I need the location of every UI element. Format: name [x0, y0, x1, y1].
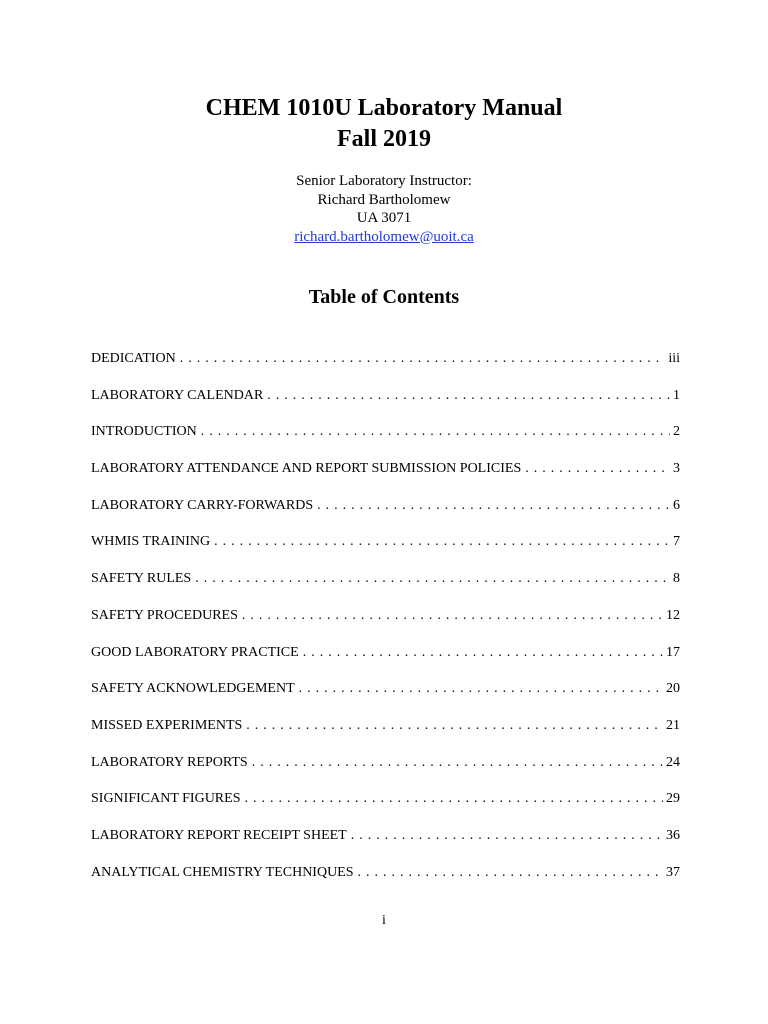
toc-entry-label: SIGNIFICANT FIGURES: [91, 791, 241, 807]
dot-leader: [195, 569, 670, 589]
toc-entry-label: MISSED EXPERIMENTS: [91, 717, 243, 733]
toc-entry-label: SAFETY ACKNOWLEDGEMENT: [91, 681, 295, 697]
toc-entry[interactable]: [91, 716, 680, 753]
toc-entry-page: 17: [666, 644, 680, 660]
toc-entry-page: 37: [666, 864, 680, 880]
instructor-email-link[interactable]: richard.bartholomew@uoit.ca: [294, 228, 474, 245]
toc-entry[interactable]: [91, 349, 680, 386]
dot-leader: [303, 643, 663, 663]
dot-leader: [180, 349, 666, 369]
toc-entry-page: 3: [673, 461, 680, 477]
document-title: [0, 93, 768, 155]
document-title-line: CHEM 1010U Laboratory Manual: [205, 95, 563, 121]
toc-entry-label: GOOD LABORATORY PRACTICE: [91, 644, 299, 660]
dot-leader: [201, 422, 670, 442]
toc-entry[interactable]: [91, 459, 680, 496]
instructor-office: UA 3071: [356, 210, 412, 227]
dot-leader: [214, 532, 670, 552]
toc-entry-label: LABORATORY REPORTS: [91, 754, 248, 770]
toc-entry[interactable]: [91, 679, 680, 716]
dot-leader: [244, 789, 663, 809]
toc-entry-label: LABORATORY REPORT RECEIPT SHEET: [91, 827, 347, 843]
dot-leader: [351, 826, 663, 846]
dot-leader: [267, 386, 670, 406]
toc-entry[interactable]: [91, 386, 680, 423]
toc-entry[interactable]: [91, 569, 680, 606]
instructor-role: Senior Laboratory Instructor:: [296, 173, 472, 189]
toc-entry-page: 12: [666, 607, 680, 623]
dot-leader: [358, 863, 663, 883]
instructor-name: Richard Bartholomew: [317, 191, 451, 208]
toc-entry-label: LABORATORY CALENDAR: [91, 387, 264, 403]
toc-entry-label: WHMIS TRAINING: [91, 534, 211, 550]
toc-entry-page: 36: [666, 827, 680, 843]
toc-entry-page: 7: [673, 534, 680, 550]
toc-heading: Table of Contents: [308, 286, 460, 308]
toc-entry-label: INTRODUCTION: [91, 424, 197, 440]
instructor-block: [0, 172, 768, 246]
toc-entry-page: 6: [673, 497, 680, 513]
page-number: i: [382, 913, 386, 928]
toc-entry[interactable]: [91, 753, 680, 790]
toc-entry-page: 24: [666, 754, 680, 770]
toc-entry-page: iii: [668, 351, 680, 366]
toc-entry-label: LABORATORY CARRY-FORWARDS: [91, 497, 314, 513]
dot-leader: [525, 459, 670, 479]
toc-entry-label: LABORATORY ATTENDANCE AND REPORT SUBMISSION POLICIES: [91, 461, 522, 477]
toc-entry[interactable]: [91, 826, 680, 863]
toc-entry[interactable]: [91, 496, 680, 533]
dot-leader: [299, 679, 663, 699]
toc-entry-page: 20: [666, 681, 680, 697]
toc-entry[interactable]: [91, 863, 680, 900]
toc-entry-page: 8: [673, 571, 680, 587]
toc-entry-page: 2: [673, 424, 680, 440]
document-subtitle-term: Fall 2019: [337, 126, 431, 152]
toc-entry-label: ANALYTICAL CHEMISTRY TECHNIQUES: [91, 864, 354, 880]
toc-entry-label: DEDICATION: [91, 351, 176, 366]
toc-entry-label: SAFETY PROCEDURES: [91, 607, 238, 623]
toc-entry-label: SAFETY RULES: [91, 571, 192, 587]
dot-leader: [252, 753, 663, 773]
dot-leader: [242, 606, 663, 626]
toc-entry[interactable]: [91, 422, 680, 459]
toc-entry[interactable]: [91, 789, 680, 826]
dot-leader: [246, 716, 663, 736]
dot-leader: [317, 496, 670, 516]
toc-entry[interactable]: [91, 606, 680, 643]
toc-entry[interactable]: [91, 532, 680, 569]
table-of-contents: [91, 349, 680, 899]
toc-entry-page: 21: [666, 717, 680, 733]
toc-entry-page: 1: [673, 387, 680, 403]
toc-entry-page: 29: [666, 791, 680, 807]
toc-entry[interactable]: [91, 643, 680, 680]
